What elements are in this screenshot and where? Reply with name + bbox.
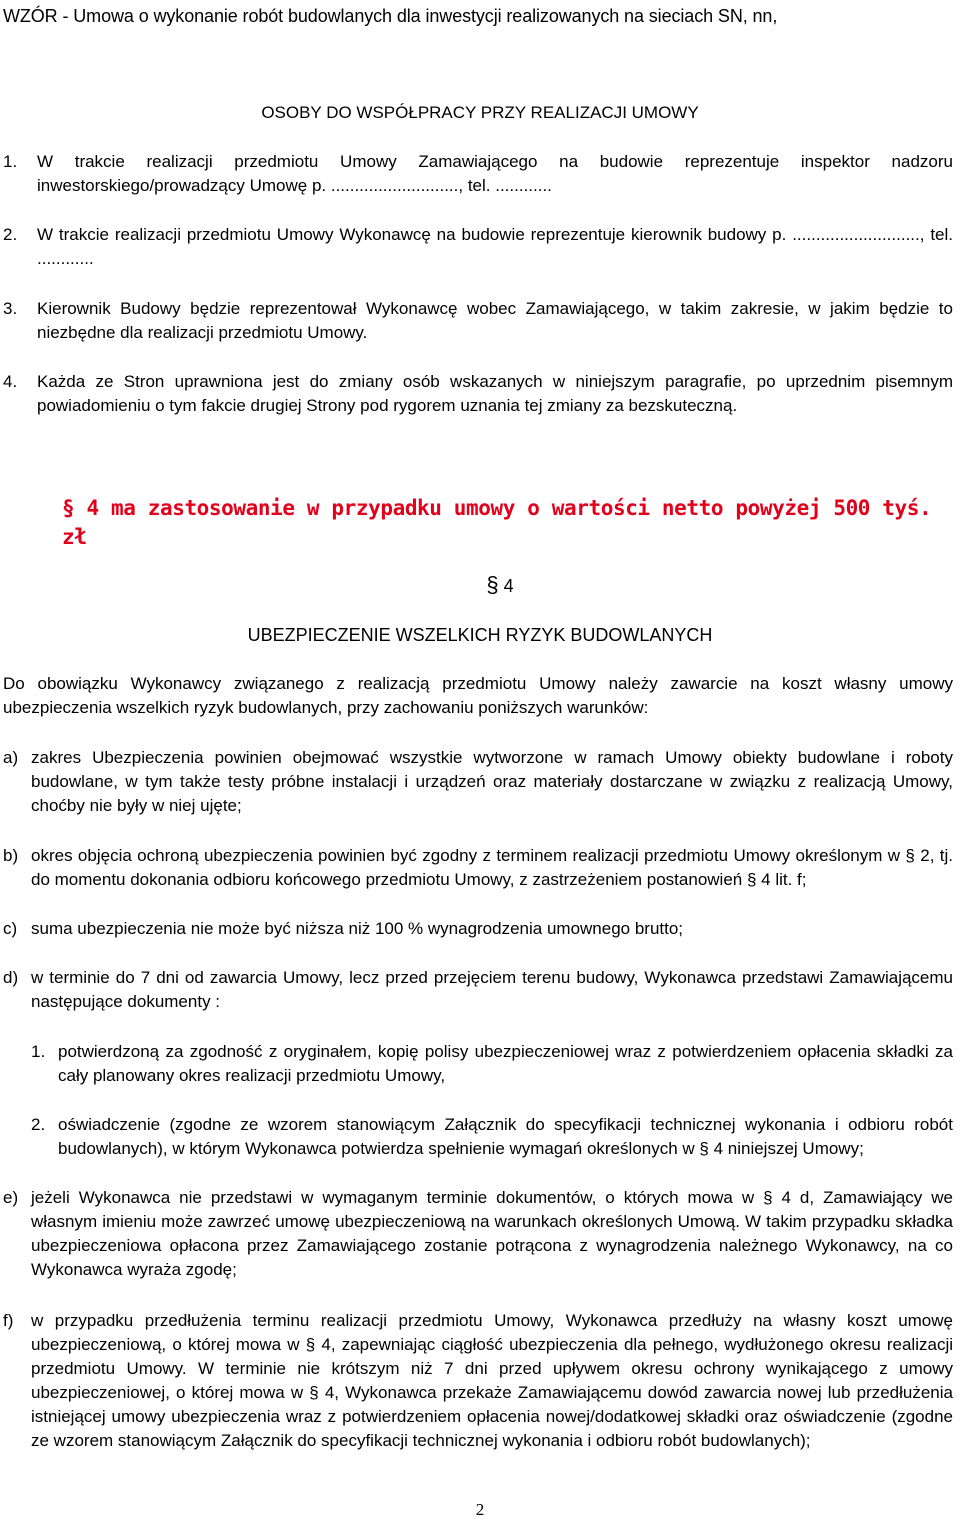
intro-paragraph: Do obowiązku Wykonawcy związanego z realizacją przedmiotu Umowy należy zawarcie na koszt własny umowy ubezpieczenia wszelkich ryzyk budowlanych, przy zachowaniu poniższych warunków: xyxy=(3,674,953,717)
section-title-insurance: UBEZPIECZENIE WSZELKICH RYZYK BUDOWLANYCH xyxy=(247,625,713,645)
item-text: Każda ze Stron uprawniona jest do zmiany osób wskazanych w niniejszym paragrafie, po uprzednim pisemnym powiadomieniu o tym fakcie drugiej Strony pod rygorem uznania tej zmiany za bezskuteczną. xyxy=(37,372,953,415)
document-text: potwierdzoną za zgodność z oryginałem, kopię polisy ubezpieczeniowej wraz z potwierdzeniem opłacenia składki za cały planowany okres realizacji przedmiotu Umowy, xyxy=(58,1042,953,1085)
section-number: § 4 xyxy=(486,572,514,597)
item-text: W trakcie realizacji przedmiotu Umowy Wykonawcę na budowie reprezentuje kierownik budowy p. ..........................., tel. ............ xyxy=(37,225,953,268)
condition-label: a) xyxy=(3,748,19,767)
condition-label: d) xyxy=(3,968,19,987)
condition-label: c) xyxy=(3,919,18,938)
item-text: Kierownik Budowy będzie reprezentował Wykonawcę wobec Zamawiającego, w takim zakresie, w jakim będzie to niezbędne dla realizacji przedmiotu Umowy. xyxy=(37,299,953,342)
red-note-text: 4 ma zastosowanie w przypadku umowy o wartości netto powyżej 500 tyś. zł xyxy=(62,496,932,549)
condition-text: okres objęcia ochroną ubezpieczenia powinien być zgodny z terminem realizacji przedmiotu Umowy określonym w § 2, tj. do momentu dokonania odbioru końcowego przedmiotu Umowy, z zastrzeżeniem postanowień § 4 lit. f; xyxy=(31,846,953,889)
condition-label: e) xyxy=(3,1188,19,1207)
section-sign: § xyxy=(486,572,499,597)
section-title-cooperation: OSOBY DO WSPÓŁPRACY PRZY REALIZACJI UMOWY xyxy=(261,103,699,122)
condition-label: f) xyxy=(3,1311,14,1330)
document-number: 1. xyxy=(31,1042,46,1061)
item-text: W trakcie realizacji przedmiotu Umowy Zamawiającego na budowie reprezentuje inspektor nadzoru inwestorskiego/prowadzący Umowę p. ..........................., tel. ............ xyxy=(37,152,953,195)
condition-text: w terminie do 7 dni od zawarcia Umowy, lecz przed przejęciem terenu budowy, Wykonawca przedstawi Zamawiającemu następujące dokumenty : xyxy=(31,968,953,1011)
item-number: 3. xyxy=(3,299,18,318)
page-number: 2 xyxy=(475,1500,485,1519)
item-number: 2. xyxy=(3,225,18,244)
document-header: WZÓR - Umowa o wykonanie robót budowlanych dla inwestycji realizowanych na sieciach SN, nn, xyxy=(3,6,778,26)
document-number: 2. xyxy=(31,1115,46,1134)
condition-text: w przypadku przedłużenia terminu realizacji przedmiotu Umowy, Wykonawca przedłuży na własny koszt umowę ubezpieczeniową, o której mowa w § 4, zapewniając ciągłość ubezpieczenia dla pełnego, wydłużonego okresu realizacji przedmiotu Umowy. W terminie nie krótszym niż 7 dni przed upływem okresu ochrony wynikającego z umowy ubezpieczeniowej, o której mowa w § 4, Wykonawca przekaże Zamawiającemu dowód zawarcia nowej lub przedłużenia istniejącej umowy ubezpieczenia wraz z potwierdzeniem opłacenia nowej/dodatkowej składki oraz oświadczenie (zgodne ze wzorem stanowiącym Załącznik do specyfikacji technicznej wykonania i odbioru robót budowlanych); xyxy=(31,1311,953,1450)
condition-text: zakres Ubezpieczenia powinien obejmować wszystkie wytworzone w ramach Umowy obiekty budowlane i roboty budowlane, w tym także testy próbne instalacji i urządzeń oraz materiały dostarczane w związku z realizacją Umowy, choćby nie były w niej ujęte; xyxy=(31,748,953,815)
condition-text: jeżeli Wykonawca nie przedstawi w wymaganym terminie dokumentów, o których mowa w § 4 d, Zamawiający we własnym imieniu może zawrzeć umowę ubezpieczeniową na warunkach określonych Umową. W takim przypadku składka ubezpieczeniowa opłacona przez Zamawiającego zostanie potrącona z wynagrodzenia należnego Wykonawcy, na co Wykonawca wyraża zgodę; xyxy=(31,1188,953,1279)
section-sign: § xyxy=(62,496,75,520)
condition-label: b) xyxy=(3,846,19,865)
document-text: oświadczenie (zgodne ze wzorem stanowiącym Załącznik do specyfikacji technicznej wykonania i odbioru robót budowlanych), w którym Wykonawca potwierdza spełnienie wymagań określonych w § 4 niniejszej Umowy; xyxy=(58,1115,953,1158)
item-number: 4. xyxy=(3,372,18,391)
condition-text: suma ubezpieczenia nie może być niższa niż 100 % wynagrodzenia umownego brutto; xyxy=(31,919,684,938)
red-note xyxy=(62,494,952,552)
item-number: 1. xyxy=(3,152,18,171)
